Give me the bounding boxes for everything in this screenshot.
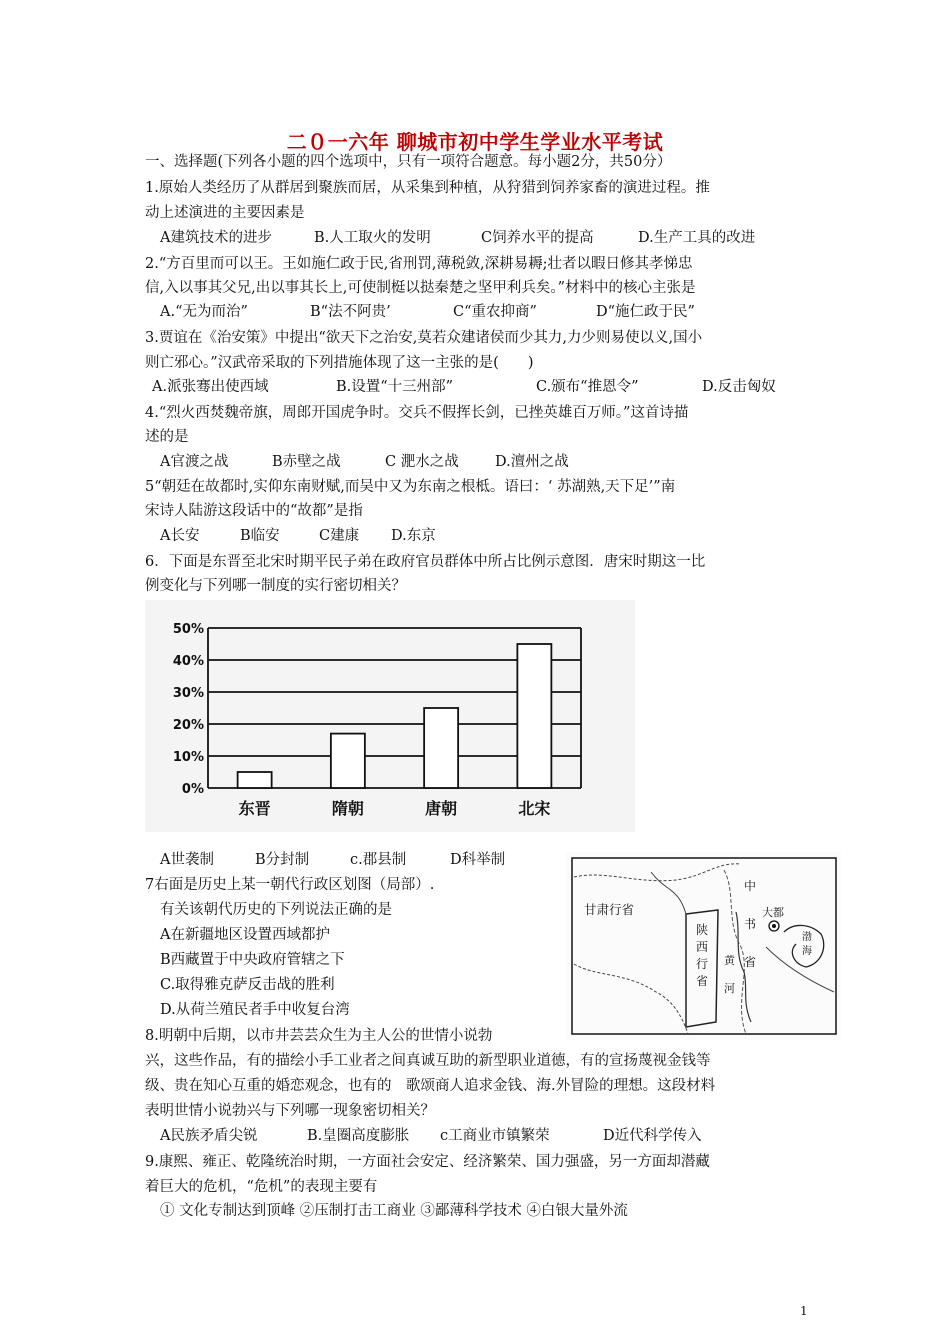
- question-6-line-1: 6．下面是东晋至北宋时期平民子弟在政府官员群体中所占比例示意图．唐宋时期这一比: [145, 554, 706, 570]
- option-c: C“重农抑商”: [453, 304, 537, 320]
- x-tick-label: 唐朝: [425, 799, 458, 818]
- question-7-option-d: D.从荷兰殖民者手中收复台湾: [160, 1002, 350, 1018]
- option-d: D.东京: [391, 528, 436, 544]
- question-9-line-2: 着巨大的危机，“危机”的表现主要有: [145, 1179, 378, 1195]
- option-a: A官渡之战: [160, 454, 229, 470]
- option-b: B赤壁之战: [272, 454, 341, 470]
- option-b: B临安: [240, 528, 280, 544]
- question-8-line-2: 兴，这些作品，有的描绘小手工业者之间真诚互助的新型职业道德，有的宣扬蔑视金钱等: [145, 1053, 711, 1069]
- option-d: D“施仁政于民”: [596, 304, 695, 320]
- question-5-options: [160, 526, 436, 546]
- option-a: A.“无为而治”: [160, 304, 248, 320]
- question-6-line-2: 例变化与下列哪一制度的实行密切相关？: [145, 578, 406, 594]
- x-tick-label: 东晋: [238, 799, 271, 818]
- question-1-line-2: 动上述演进的主要因素是: [145, 205, 305, 221]
- option-b: B.皇圈高度膨胀: [307, 1128, 410, 1144]
- option-b: B分封制: [255, 852, 310, 868]
- option-c: C 淝水之战: [385, 454, 459, 470]
- x-tick-label: 北宋: [518, 799, 551, 818]
- bar-chart: [145, 600, 635, 832]
- question-7-option-a: A在新疆地区设置西域都护: [160, 927, 330, 943]
- option-c: C饲养水平的提高: [481, 230, 594, 246]
- shaanxi-label: 陕西行省: [696, 923, 709, 988]
- question-4-options: [160, 452, 569, 472]
- border-line-north: [574, 864, 741, 881]
- question-2-line-1: 2.“方百里而可以王。王如施仁政于民,省刑罚,薄税敛,深耕易耨;壮者以暇日修其孝悌忠: [145, 256, 693, 272]
- option-b: B“法不阿贵’: [310, 304, 391, 320]
- yuan-dynasty-map: [566, 852, 841, 1040]
- border-line-south: [574, 964, 688, 1034]
- question-5-line-2: 宋诗人陆游这段话中的“故都”是指: [145, 503, 363, 519]
- question-1-options: [160, 228, 755, 248]
- question-8-line-1: 8.明朝中后期，以市井芸芸众生为主人公的世情小说勃: [145, 1028, 493, 1044]
- boundary-line: [651, 872, 686, 914]
- option-c: C建康: [319, 528, 360, 544]
- question-3-line-1: 3.贾谊在《治安策》中提出“欲天下之治安,莫若众建诸侯而少其力,力少则易使以义,国小: [145, 330, 703, 346]
- bar: [238, 772, 272, 788]
- option-a: A.派张骞出使西域: [152, 379, 269, 395]
- option-d: D.澶州之战: [495, 454, 569, 470]
- bar: [424, 708, 458, 788]
- bar: [331, 734, 365, 788]
- option-a: A建筑技术的进步: [160, 230, 272, 246]
- border-line-east: [766, 947, 834, 992]
- question-4-line-2: 述的是: [145, 429, 189, 445]
- option-b: B.设置“十三州部”: [336, 379, 454, 395]
- y-tick-label: 10%: [172, 750, 204, 765]
- option-c: c.郡县制: [350, 852, 407, 868]
- question-2-options: [160, 302, 695, 322]
- question-2-line-2: 信,入以事其父兄,出以事其长上,可使制梃以挞秦楚之坚甲利兵矣。”材料中的核心主张是: [145, 280, 696, 296]
- question-3-line-2: 则亡邪心。”汉武帝采取的下列措施体现了这一主张的是( ): [145, 355, 534, 371]
- question-9-items: ① 文化专制达到顶峰 ②压制打击工商业 ③鄙薄科学技术 ④白银大量外流: [160, 1203, 628, 1219]
- x-tick-label: 隋朝: [331, 799, 364, 818]
- question-9-line-1: 9.康熙、雍正、乾隆统治时期，一方面社会安定、经济繁荣、国力强盛，另一方面却潜藏: [145, 1154, 710, 1170]
- option-a: A民族矛盾尖锐: [160, 1128, 258, 1144]
- dadu-label: 大都: [762, 906, 784, 919]
- huanghe-label: 黄河: [724, 954, 735, 995]
- sea-label: 渤海: [802, 932, 812, 957]
- option-d: D科举制: [450, 852, 506, 868]
- option-a: A世袭制: [160, 852, 214, 868]
- y-tick-label: 30%: [172, 686, 204, 701]
- option-d: D近代科学传入: [603, 1128, 702, 1144]
- option-b: B.人工取火的发明: [314, 230, 431, 246]
- question-4-line-1: 4.“烈火西焚魏帝旗，周郎开国虎争时。交兵不假挥长剑，已挫英雄百万师。”这首诗描: [145, 405, 689, 421]
- dadu-marker-dot: [772, 924, 776, 928]
- question-8-line-3: 级、贵在知心互重的婚恋观念，也有的 歌颂商人追求金钱、海.外冒险的理想。这段材料: [145, 1078, 716, 1094]
- y-tick-label: 40%: [172, 654, 204, 669]
- question-7-line-1: 7右面是历史上某一朝代行政区划图（局部）.: [145, 877, 435, 893]
- section-heading: 一、选择题(下列各小题的四个选项中，只有一项符合题意。每小题2分，共50分）: [145, 154, 672, 170]
- question-8-options: [160, 1126, 702, 1146]
- y-tick-label: 0%: [181, 782, 204, 797]
- question-5-line-1: 5“朝廷在故都时,实仰东南财赋,而吴中又为东南之根柢。语曰：‘ 苏湖熟,天下足’”南: [145, 479, 676, 495]
- question-3-options: [152, 377, 776, 397]
- zhongshu-label: 中书省: [744, 879, 757, 969]
- question-6-options: [160, 850, 505, 870]
- y-tick-label: 20%: [172, 718, 204, 733]
- zhongshu-boundary: [724, 870, 746, 1034]
- question-8-line-4: 表明世情小说勃兴与下列哪一现象密切相关？: [145, 1103, 435, 1119]
- map-svg: [566, 852, 841, 1040]
- y-tick-label: 50%: [172, 622, 204, 637]
- bar-chart-svg: [145, 600, 635, 832]
- option-d: D.反击匈奴: [702, 379, 776, 395]
- page-number: 1: [800, 1304, 808, 1318]
- option-a: A长安: [160, 528, 200, 544]
- gansu-label: 甘肃行省: [584, 902, 635, 917]
- page-title: 二０一六年 聊城市初中学生学业水平考试: [286, 130, 664, 154]
- question-7-line-2: 有关该朝代历史的下列说法正确的是: [160, 902, 392, 918]
- option-d: D.生产工具的改进: [638, 230, 756, 246]
- option-c: c工商业市镇繁荣: [440, 1128, 550, 1144]
- question-1-line-1: 1.原始人类经历了从群居到聚族而居，从采集到种植，从狩猎到饲养家畜的演进过程。推: [145, 180, 710, 196]
- question-7-option-b: B西藏置于中央政府管辖之下: [160, 952, 345, 968]
- option-c: C.颁布“推恩令”: [536, 379, 639, 395]
- question-7-option-c: C.取得雅克萨反击战的胜利: [160, 977, 335, 993]
- bar: [517, 644, 551, 788]
